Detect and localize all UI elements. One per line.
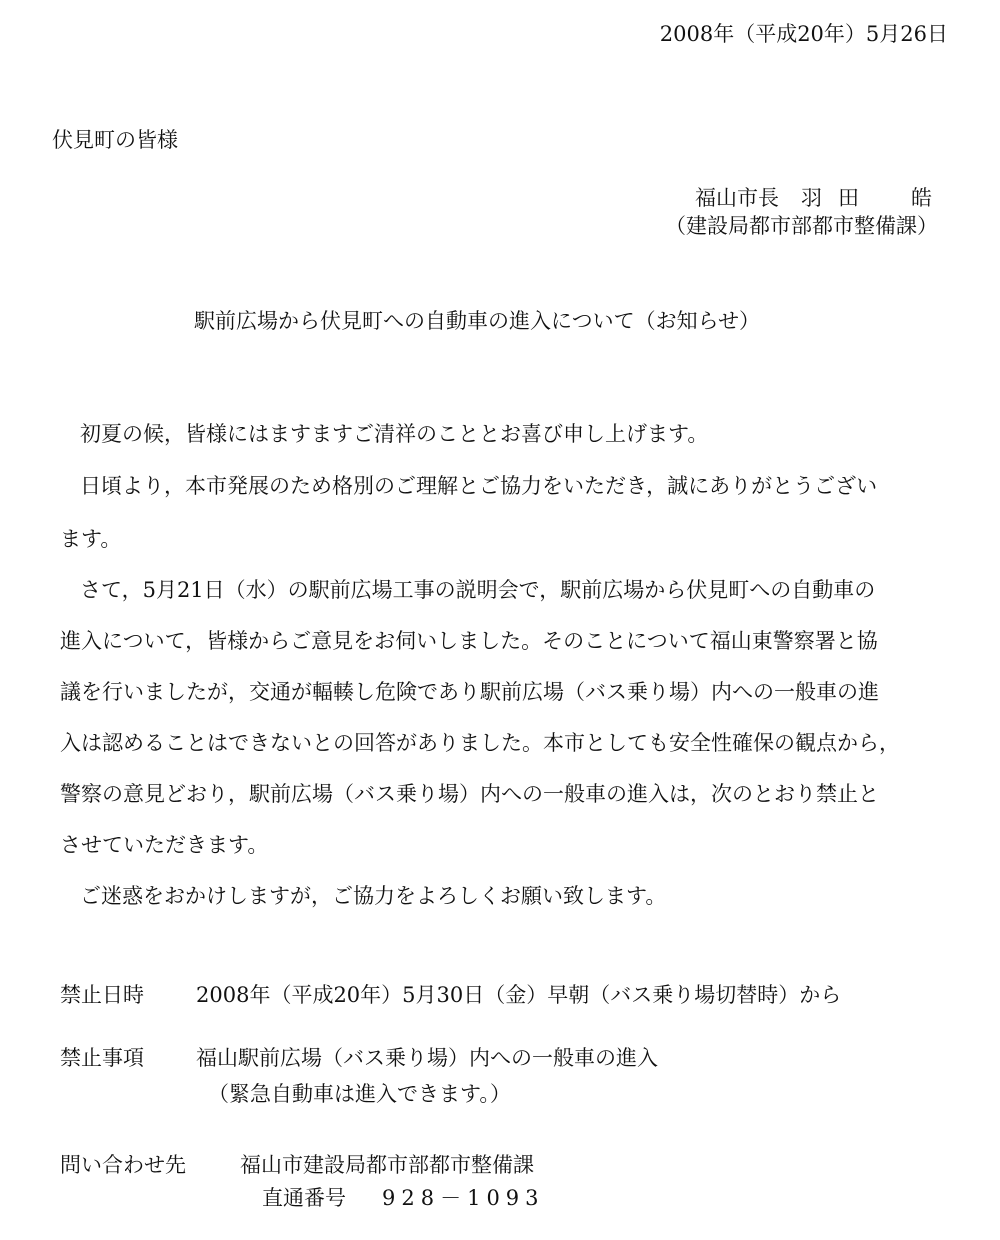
ban-date-value: 2008年（平成20年）5月30日（金）早朝（バス乗り場切替時）から <box>196 983 842 1007</box>
sender-name-part-3: 皓 <box>911 186 932 210</box>
sender-name-part-2: 田 <box>838 186 859 210</box>
body-line: 警察の意見どおり，駅前広場（バス乗り場）内への一般車の進入は，次のとおり禁止と <box>60 782 879 806</box>
body-line: 議を行いましたが，交通が輻輳し危険であり駅前広場（バス乗り場）内への一般車の進 <box>60 680 879 704</box>
ban-date-label: 禁止日時 <box>60 983 144 1007</box>
sender-title: 福山市長 <box>695 186 779 210</box>
phone-label: 直通番号 <box>262 1186 346 1210</box>
sender-department: （建設局都市部都市整備課） <box>665 214 938 238</box>
contact-label: 問い合わせ先 <box>60 1153 186 1177</box>
body-line: 日頃より，本市発展のため格別のご理解とご協力をいただき，誠にありがとうござい <box>80 474 878 498</box>
body-line: 入は認めることはできないとの回答がありました。本市としても安全性確保の観点から， <box>60 731 900 755</box>
body-line: 初夏の候，皆様にはますますご清祥のこととお喜び申し上げます。 <box>80 422 709 446</box>
ban-item-note: （緊急自動車は進入できます。） <box>208 1082 511 1106</box>
ban-item-value: 福山駅前広場（バス乗り場）内への一般車の進入 <box>196 1046 658 1070</box>
body-line: さて，5月21日（水）の駅前広場工事の説明会で，駅前広場から伏見町への自動車の <box>80 578 876 602</box>
body-line: させていただきます。 <box>60 833 269 857</box>
addressee: 伏見町の皆様 <box>52 128 178 152</box>
document-title: 駅前広場から伏見町への自動車の進入について（お知らせ） <box>194 309 760 333</box>
body-line: ます。 <box>60 527 122 551</box>
body-line: 進入について，皆様からご意見をお伺いしました。そのことについて福山東警察署と協 <box>60 629 878 653</box>
sender-name-part-1: 羽 <box>801 186 822 210</box>
document-date: 2008年（平成20年）5月26日 <box>659 22 948 46</box>
body-line: ご迷惑をおかけしますが，ご協力をよろしくお願い致します。 <box>80 884 667 908</box>
contact-department: 福山市建設局都市部都市整備課 <box>240 1153 534 1177</box>
phone-number: 928－1093 <box>382 1186 545 1210</box>
sender-name-line <box>695 186 932 211</box>
ban-item-label: 禁止事項 <box>60 1046 144 1070</box>
